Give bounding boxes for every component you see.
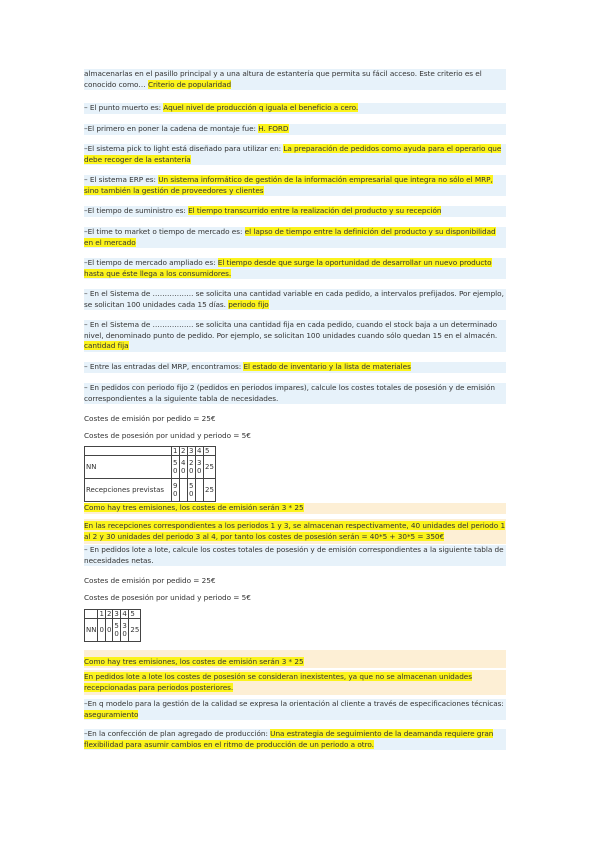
question-text: –En q modelo para la gestión de la calidad se expresa la orientación al cliente a través de especificaciones técnicas: [84,699,504,708]
answer-highlight: Aquel nivel de producción q iguala el beneficio a cero. [163,103,359,112]
table-header-cell: 3 [188,447,196,456]
paragraph-erp [84,175,506,196]
row-label: NN [85,456,172,479]
table-header-cell: 3 [113,610,121,619]
answer-highlight: Criterio de popularidad [147,79,232,89]
answer-highlight: La preparación de pedidos como ayuda para el operario que debe recoger de la estantería [84,144,502,164]
table-row: NN 0 0 5 0 3 0 25 [85,619,141,642]
paragraph-plan-agregado [84,729,506,750]
table-header-cell: 1 [172,447,180,456]
costes-emision-2: Costes de emisión por pedido = 25€ [84,576,216,585]
question-text: –En la confección de plan agregado de producción: [84,729,271,738]
answer-highlight: periodo fijo [228,299,269,309]
necesidades-table [84,446,216,502]
costes-posesion-2: Costes de posesión por unidad y periodo = 5€ [84,593,251,602]
paragraph-periodo-fijo [84,289,506,310]
paragraph-pick-to-light [84,144,506,165]
table-header-cell: 4 [196,447,204,456]
necesidades-netas-table [84,609,141,642]
answer-emision-2: Como hay tres emisiones, los costes de emisión serán 3 * 25 [84,650,506,668]
paragraph-cadena-montaje [84,124,506,135]
costes-emision-1: Costes de emisión por pedido = 25€ [84,414,216,423]
table-header-cell: 4 [121,610,129,619]
table-header-row [85,447,216,456]
table-row: Recepciones previstas 9 0 5 0 25 [85,479,216,502]
paragraph-tiempo-suministro [84,206,506,217]
answer-posesion-1: En las recepciones correspondientes a los periodos 1 y 3, se almacenan respectivamente, 40 unidades del periodo 1 al 2 y 30 unidades del periodo 3 al 4, por tanto los costes de posesión serán = 40*5 + 30*5 = 350€ [84,519,506,544]
paragraph-calidad [84,699,506,720]
answer-highlight: H. FORD [258,124,289,133]
answer-highlight: Una estrategia de seguimiento de la deamanda requiere gran flexibilidad para asumir cambios en el ritmo de producción de un periodo a otro. [84,729,494,749]
question-text: –El primero en poner la cadena de montaje fue: [84,124,259,133]
answer-emision-1: Como hay tres emisiones, los costes de emisión serán 3 * 25 [84,503,506,514]
paragraph-mercado-ampliado [84,258,506,279]
question-text: – El punto muerto es: [84,103,164,112]
question-text: almacenarlas en el pasillo principal y a una altura de estantería que permita su fácil acceso. Este criterio es el conocido como… [84,69,482,89]
table-header-cell: 2 [180,447,188,456]
row-label: NN [85,619,98,642]
table-header-cell: 2 [106,610,112,618]
row-label: Recepciones previstas [85,479,172,502]
table-row: NN 5 0 4 0 2 0 3 0 25 [85,456,216,479]
question-text: – En pedidos lote a lote, calcule los costes totales de posesión y de emisión correspondientes a la siguiente tabla de necesidades netas. [84,545,504,565]
answer-highlight: El tiempo desde que surge la oportunidad de desarrollar un nuevo producto hasta que éste llega a los consumidores. [84,258,492,278]
paragraph-lote-a-lote [84,545,506,566]
question-text: –El time to market o tiempo de mercado es: [84,227,245,236]
question-text: – Entre las entradas del MRP, encontramos: [84,362,244,371]
paragraph-periodo-fijo-2 [84,383,506,404]
paragraph-entradas-mrp [84,362,506,373]
answer-highlight: Un sistema informático de gestión de la información empresarial que integra no sólo el MRP, sino también la gestión de proveedores y clientes [84,175,493,195]
answer-highlight: cantidad fija [84,341,129,350]
question-text: –El sistema pick to light está diseñado para utilizar en: [84,144,284,153]
question-text: –El tiempo de suministro es: [84,206,189,215]
question-text: – El sistema ERP es: [84,175,159,184]
question-text: –El tiempo de mercado ampliado es: [84,258,218,267]
table-header-cell: 5 [204,447,216,456]
question-text: – En el Sistema de …………….. se solicita una cantidad fija en cada pedido, cuando el stock baja a un determinado nivel, denominado punto de pedido. Por ejemplo, se solicitan 100 unidades cuando sólo quedan 15 en el almacén. [84,320,498,340]
costes-posesion-1: Costes de posesión por unidad y periodo = 5€ [84,431,251,440]
answer-highlight: El estado de inventario y la lista de materiales [243,362,411,371]
question-text: – En pedidos con periodo fijo 2 (pedidos en periodos impares), calcule los costes totales de posesión y de emisión correspondientes a la siguiente tabla de necesidades. [84,383,495,403]
table-header-row [85,610,141,619]
answer-highlight: aseguramiento [84,709,139,719]
answer-highlight: El tiempo transcurrido entre la realización del producto y su recepción [188,206,442,215]
paragraph-punto-muerto [84,103,506,114]
table-header-cell: 5 [129,610,141,619]
paragraph-popularidad [84,69,506,90]
table-header-cell: 1 [99,610,104,618]
paragraph-time-to-market [84,227,506,248]
answer-highlight: el lapso de tiempo entre la definición del producto y su disponibilidad en el mercado [84,227,496,247]
answer-posesion-2: En pedidos lote a lote los costes de posesión se consideran inexistentes, ya que no se almacenan unidades recepcionadas para periodos posteriores. [84,670,506,695]
question-text: – En el Sistema de …………….. se solicita una cantidad variable en cada pedido, a intervalos prefijados. Por ejemplo, se solicitan 100 unidades cada 15 días. [84,289,504,309]
paragraph-cantidad-fija [84,320,506,352]
